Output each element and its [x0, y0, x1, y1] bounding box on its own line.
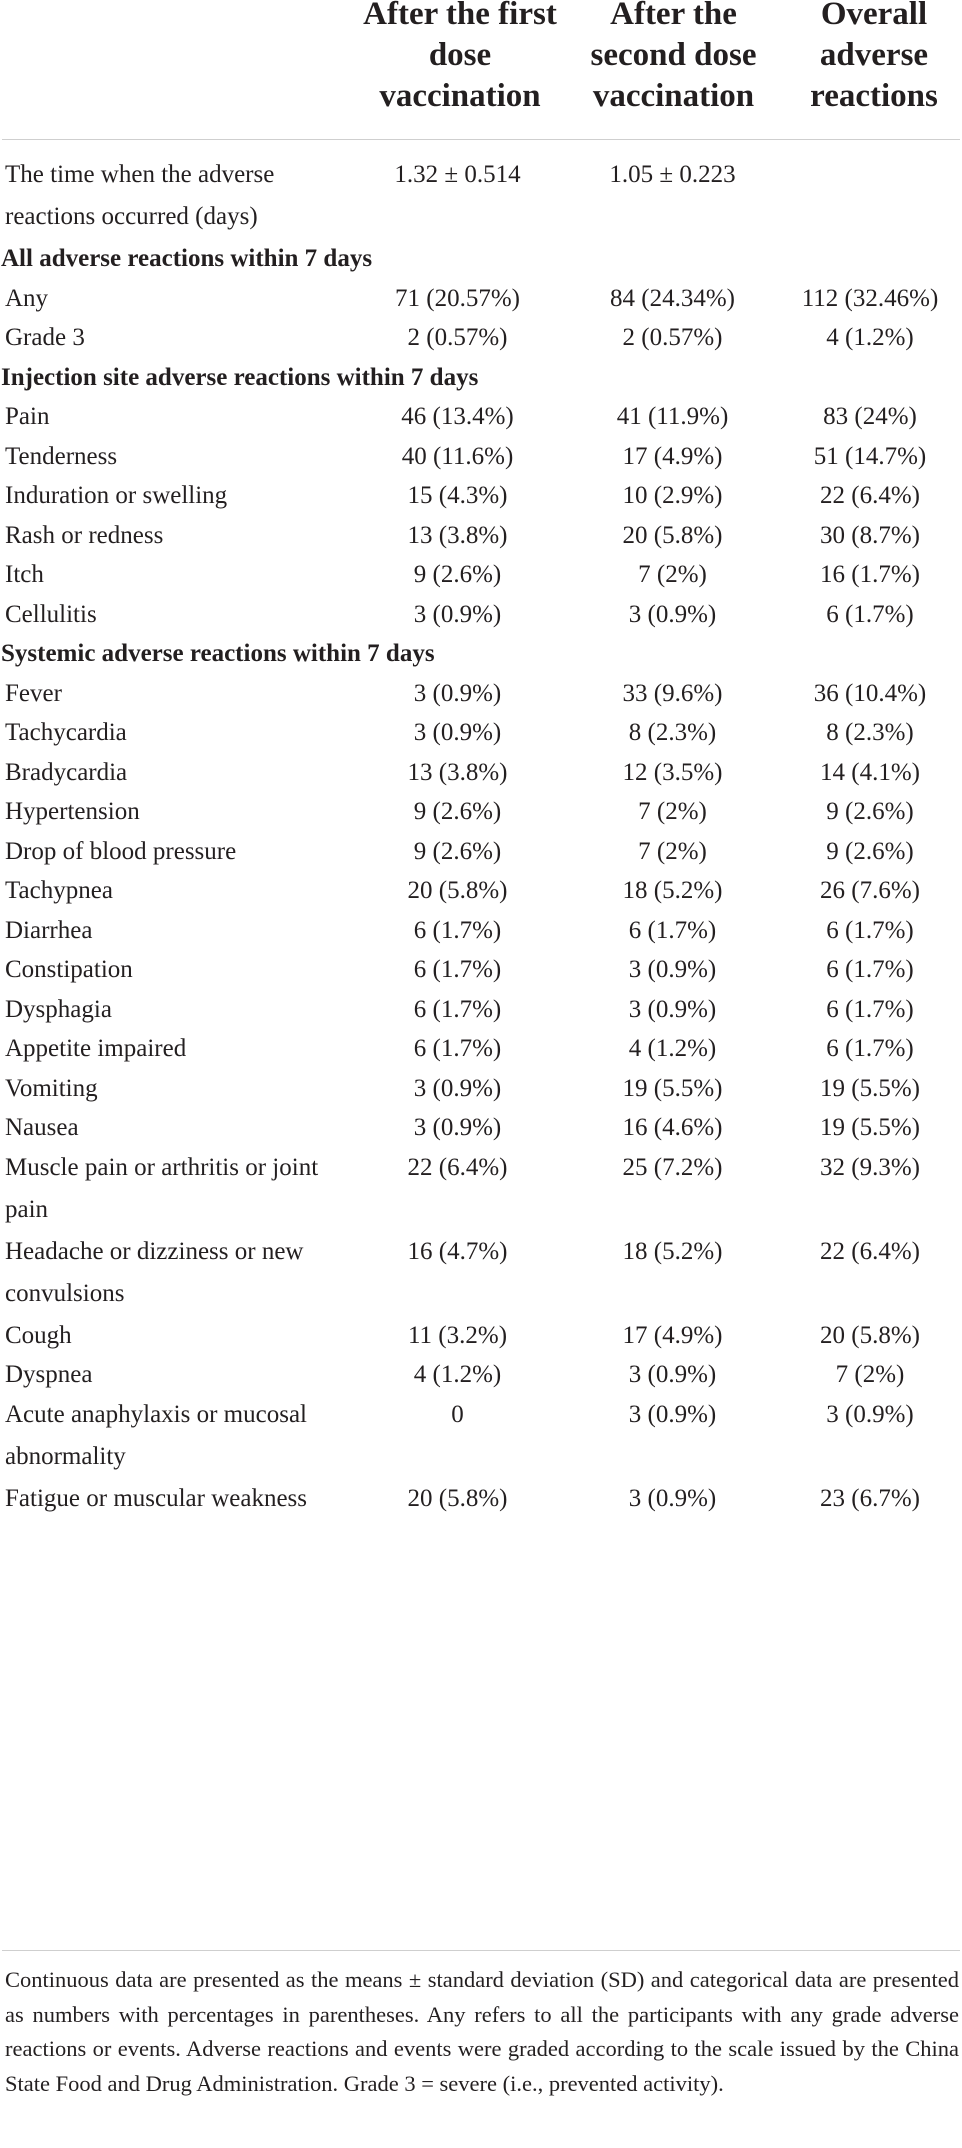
cell-first-dose: 16 (4.7%)	[407, 1237, 508, 1265]
row-label: Fever	[5, 679, 62, 707]
cell-first-dose: 13 (3.8%)	[407, 758, 508, 786]
cell-first-dose: 3 (0.9%)	[413, 600, 502, 628]
cell-first-dose: 13 (3.8%)	[407, 521, 508, 549]
table-row	[0, 989, 962, 1029]
table-row	[0, 1478, 962, 1562]
cell-overall: 26 (7.6%)	[820, 877, 920, 904]
table-row	[0, 396, 962, 436]
cell-second-dose: 20 (5.8%)	[622, 521, 723, 549]
cell-second-dose: 3 (0.9%)	[628, 1484, 717, 1512]
cell-second-dose: 2 (0.57%)	[622, 324, 723, 351]
header-first-dose: After the first dose vaccination	[363, 0, 557, 114]
cell-overall: 32 (9.3%)	[820, 1153, 920, 1181]
cell-second-dose: 6 (1.7%)	[628, 916, 717, 944]
cell-first-dose: 20 (5.8%)	[407, 1484, 508, 1512]
cell-first-dose: 3 (0.9%)	[413, 1114, 502, 1141]
table-row	[0, 673, 962, 713]
cell-first-dose: 9 (2.6%)	[413, 798, 502, 825]
row-label: Induration or swelling	[5, 482, 228, 509]
cell-second-dose: 84 (24.34%)	[610, 284, 735, 312]
cell-second-dose: 3 (0.9%)	[628, 995, 717, 1023]
cell-second-dose: 8 (2.3%)	[628, 719, 717, 746]
table-row	[0, 1028, 962, 1068]
cell-overall: 19 (5.5%)	[820, 1074, 920, 1102]
cell-second-dose: 16 (4.6%)	[622, 1114, 723, 1141]
cell-overall: 6 (1.7%)	[826, 995, 914, 1023]
row-label: The time when the adverse reactions occurred (days)	[5, 161, 275, 230]
cell-overall: 6 (1.7%)	[826, 600, 914, 628]
cell-first-dose: 6 (1.7%)	[413, 995, 502, 1023]
row-label: Drop of blood pressure	[5, 837, 237, 865]
table-row	[0, 317, 962, 357]
table-row	[0, 1231, 962, 1315]
cell-first-dose: 40 (11.6%)	[401, 442, 514, 470]
row-label: Pain	[5, 403, 50, 430]
cell-second-dose: 18 (5.2%)	[622, 1237, 723, 1265]
cell-first-dose: 4 (1.2%)	[413, 1361, 502, 1388]
cell-overall: 8 (2.3%)	[826, 719, 914, 746]
cell-overall: 7 (2%)	[835, 1361, 905, 1388]
cell-second-dose: 7 (2%)	[638, 837, 707, 865]
table-row	[0, 712, 962, 752]
table-row	[0, 475, 962, 515]
cell-second-dose: 33 (9.6%)	[622, 679, 723, 707]
table-row	[0, 949, 962, 989]
row-label: Cough	[5, 1321, 72, 1349]
section-heading-row	[0, 238, 962, 278]
cell-second-dose: 3 (0.9%)	[628, 956, 717, 983]
cell-overall: 22 (6.4%)	[820, 482, 920, 509]
cell-first-dose: 71 (20.57%)	[395, 284, 520, 312]
cell-overall: 9 (2.6%)	[826, 798, 914, 825]
cell-first-dose: 46 (13.4%)	[401, 403, 514, 430]
cell-second-dose: 7 (2%)	[638, 798, 707, 825]
table-row	[0, 752, 962, 792]
cell-overall: 30 (8.7%)	[820, 521, 920, 549]
cell-overall: 3 (0.9%)	[826, 1400, 914, 1428]
row-label: Dyspnea	[5, 1361, 93, 1388]
cell-first-dose: 6 (1.7%)	[413, 956, 502, 983]
cell-second-dose: 3 (0.9%)	[628, 1361, 717, 1388]
row-label: Tachypnea	[5, 877, 113, 904]
cell-overall: 51 (14.7%)	[813, 442, 927, 470]
table-row	[0, 910, 962, 950]
cell-first-dose: 6 (1.7%)	[413, 916, 502, 944]
table-row	[0, 515, 962, 555]
row-label: Fatigue or muscular weakness	[5, 1484, 308, 1512]
row-label: Itch	[5, 561, 44, 588]
cell-first-dose: 1.32 ± 0.514	[394, 161, 521, 188]
section-heading: Injection site adverse reactions within 7 days	[1, 363, 479, 391]
cell-second-dose: 18 (5.2%)	[622, 877, 723, 904]
row-label: Cellulitis	[5, 600, 97, 628]
row-label: Headache or dizziness or new convulsions	[5, 1237, 304, 1307]
table-header	[0, 0, 962, 140]
cell-second-dose: 7 (2%)	[638, 561, 707, 588]
row-label: Bradycardia	[5, 758, 128, 786]
cell-overall: 6 (1.7%)	[826, 916, 914, 944]
table-row	[0, 436, 962, 476]
table-row	[0, 831, 962, 871]
cell-second-dose: 10 (2.9%)	[622, 482, 723, 509]
section-heading-row	[0, 633, 962, 673]
row-label: Diarrhea	[5, 916, 93, 944]
section-heading: All adverse reactions within 7 days	[1, 245, 373, 272]
row-label: Grade 3	[5, 324, 85, 351]
cell-overall: 83 (24%)	[823, 403, 917, 430]
cell-overall: 4 (1.2%)	[826, 324, 914, 351]
row-label: Muscle pain or arthritis or joint pain	[5, 1153, 319, 1223]
cell-first-dose: 11 (3.2%)	[407, 1321, 508, 1349]
table-row	[0, 870, 962, 910]
cell-second-dose: 25 (7.2%)	[622, 1153, 723, 1181]
cell-first-dose: 0	[451, 1400, 464, 1428]
row-label: Appetite impaired	[5, 1035, 187, 1062]
cell-first-dose: 3 (0.9%)	[413, 1074, 502, 1102]
cell-second-dose: 12 (3.5%)	[622, 758, 723, 786]
row-label: Rash or redness	[5, 521, 164, 549]
header-divider	[2, 139, 960, 140]
cell-overall: 20 (5.8%)	[820, 1321, 920, 1349]
cell-overall: 9 (2.6%)	[826, 837, 914, 865]
cell-overall: 6 (1.7%)	[826, 956, 914, 983]
cell-second-dose: 4 (1.2%)	[628, 1035, 717, 1062]
section-heading: Systemic adverse reactions within 7 days	[1, 640, 435, 667]
row-label: Tachycardia	[5, 719, 127, 746]
cell-first-dose: 3 (0.9%)	[413, 679, 502, 707]
cell-second-dose: 1.05 ± 0.223	[609, 161, 736, 188]
cell-second-dose: 17 (4.9%)	[622, 442, 723, 470]
row-label: Vomiting	[5, 1074, 98, 1102]
table-row	[0, 1068, 962, 1108]
cell-overall: 112 (32.46%)	[801, 284, 939, 312]
table-row	[0, 1354, 962, 1394]
table-body	[0, 154, 962, 1562]
cell-second-dose: 19 (5.5%)	[622, 1074, 723, 1102]
cell-second-dose: 3 (0.9%)	[628, 1400, 717, 1428]
row-label: Dysphagia	[5, 995, 112, 1023]
header-overall: Overall adverse reactions	[810, 0, 938, 114]
table-row	[0, 1315, 962, 1355]
table-row	[0, 791, 962, 831]
cell-first-dose: 3 (0.9%)	[413, 719, 502, 746]
row-label: Nausea	[5, 1114, 79, 1141]
table-row	[0, 554, 962, 594]
row-label: Constipation	[5, 956, 133, 983]
cell-overall: 6 (1.7%)	[826, 1035, 914, 1062]
table-row	[0, 1394, 962, 1478]
cell-overall: 14 (4.1%)	[820, 758, 920, 786]
cell-first-dose: 22 (6.4%)	[407, 1153, 508, 1181]
header-second-dose: After the second dose vaccination	[590, 0, 757, 114]
cell-first-dose: 9 (2.6%)	[413, 561, 502, 588]
row-label: Any	[5, 284, 49, 312]
cell-overall: 22 (6.4%)	[820, 1237, 920, 1265]
cell-overall: 16 (1.7%)	[820, 561, 920, 588]
row-label: Tenderness	[5, 442, 118, 470]
cell-first-dose: 15 (4.3%)	[407, 482, 508, 509]
table-row	[0, 278, 962, 318]
cell-first-dose: 20 (5.8%)	[407, 877, 508, 904]
table-row	[0, 1107, 962, 1147]
row-label: Acute anaphylaxis or mucosal abnormality	[5, 1400, 307, 1470]
table-row	[0, 1147, 962, 1231]
footer-divider	[2, 1950, 960, 1951]
table-footnote: Continuous data are presented as the means ± standard deviation (SD) and categorical data are presented as numbers with percentages in parentheses. Any refers to all the participants with any grade adverse reactions or events. Adverse reactions and events were graded according to the scale issued by the China State Food and Drug Administration. Grade 3 = severe (i.e., prevented activity).	[5, 1967, 959, 2096]
cell-second-dose: 3 (0.9%)	[628, 600, 717, 628]
section-heading-row	[0, 357, 962, 397]
cell-overall: 36 (10.4%)	[813, 679, 927, 707]
cell-first-dose: 9 (2.6%)	[413, 837, 502, 865]
cell-first-dose: 6 (1.7%)	[413, 1035, 502, 1062]
cell-overall: 23 (6.7%)	[820, 1484, 920, 1512]
row-label: Hypertension	[5, 798, 140, 825]
cell-first-dose: 2 (0.57%)	[407, 324, 508, 351]
table-row	[0, 594, 962, 634]
cell-second-dose: 17 (4.9%)	[622, 1321, 723, 1349]
cell-overall: 19 (5.5%)	[820, 1114, 920, 1141]
table-row	[0, 154, 962, 238]
cell-second-dose: 41 (11.9%)	[616, 403, 729, 430]
